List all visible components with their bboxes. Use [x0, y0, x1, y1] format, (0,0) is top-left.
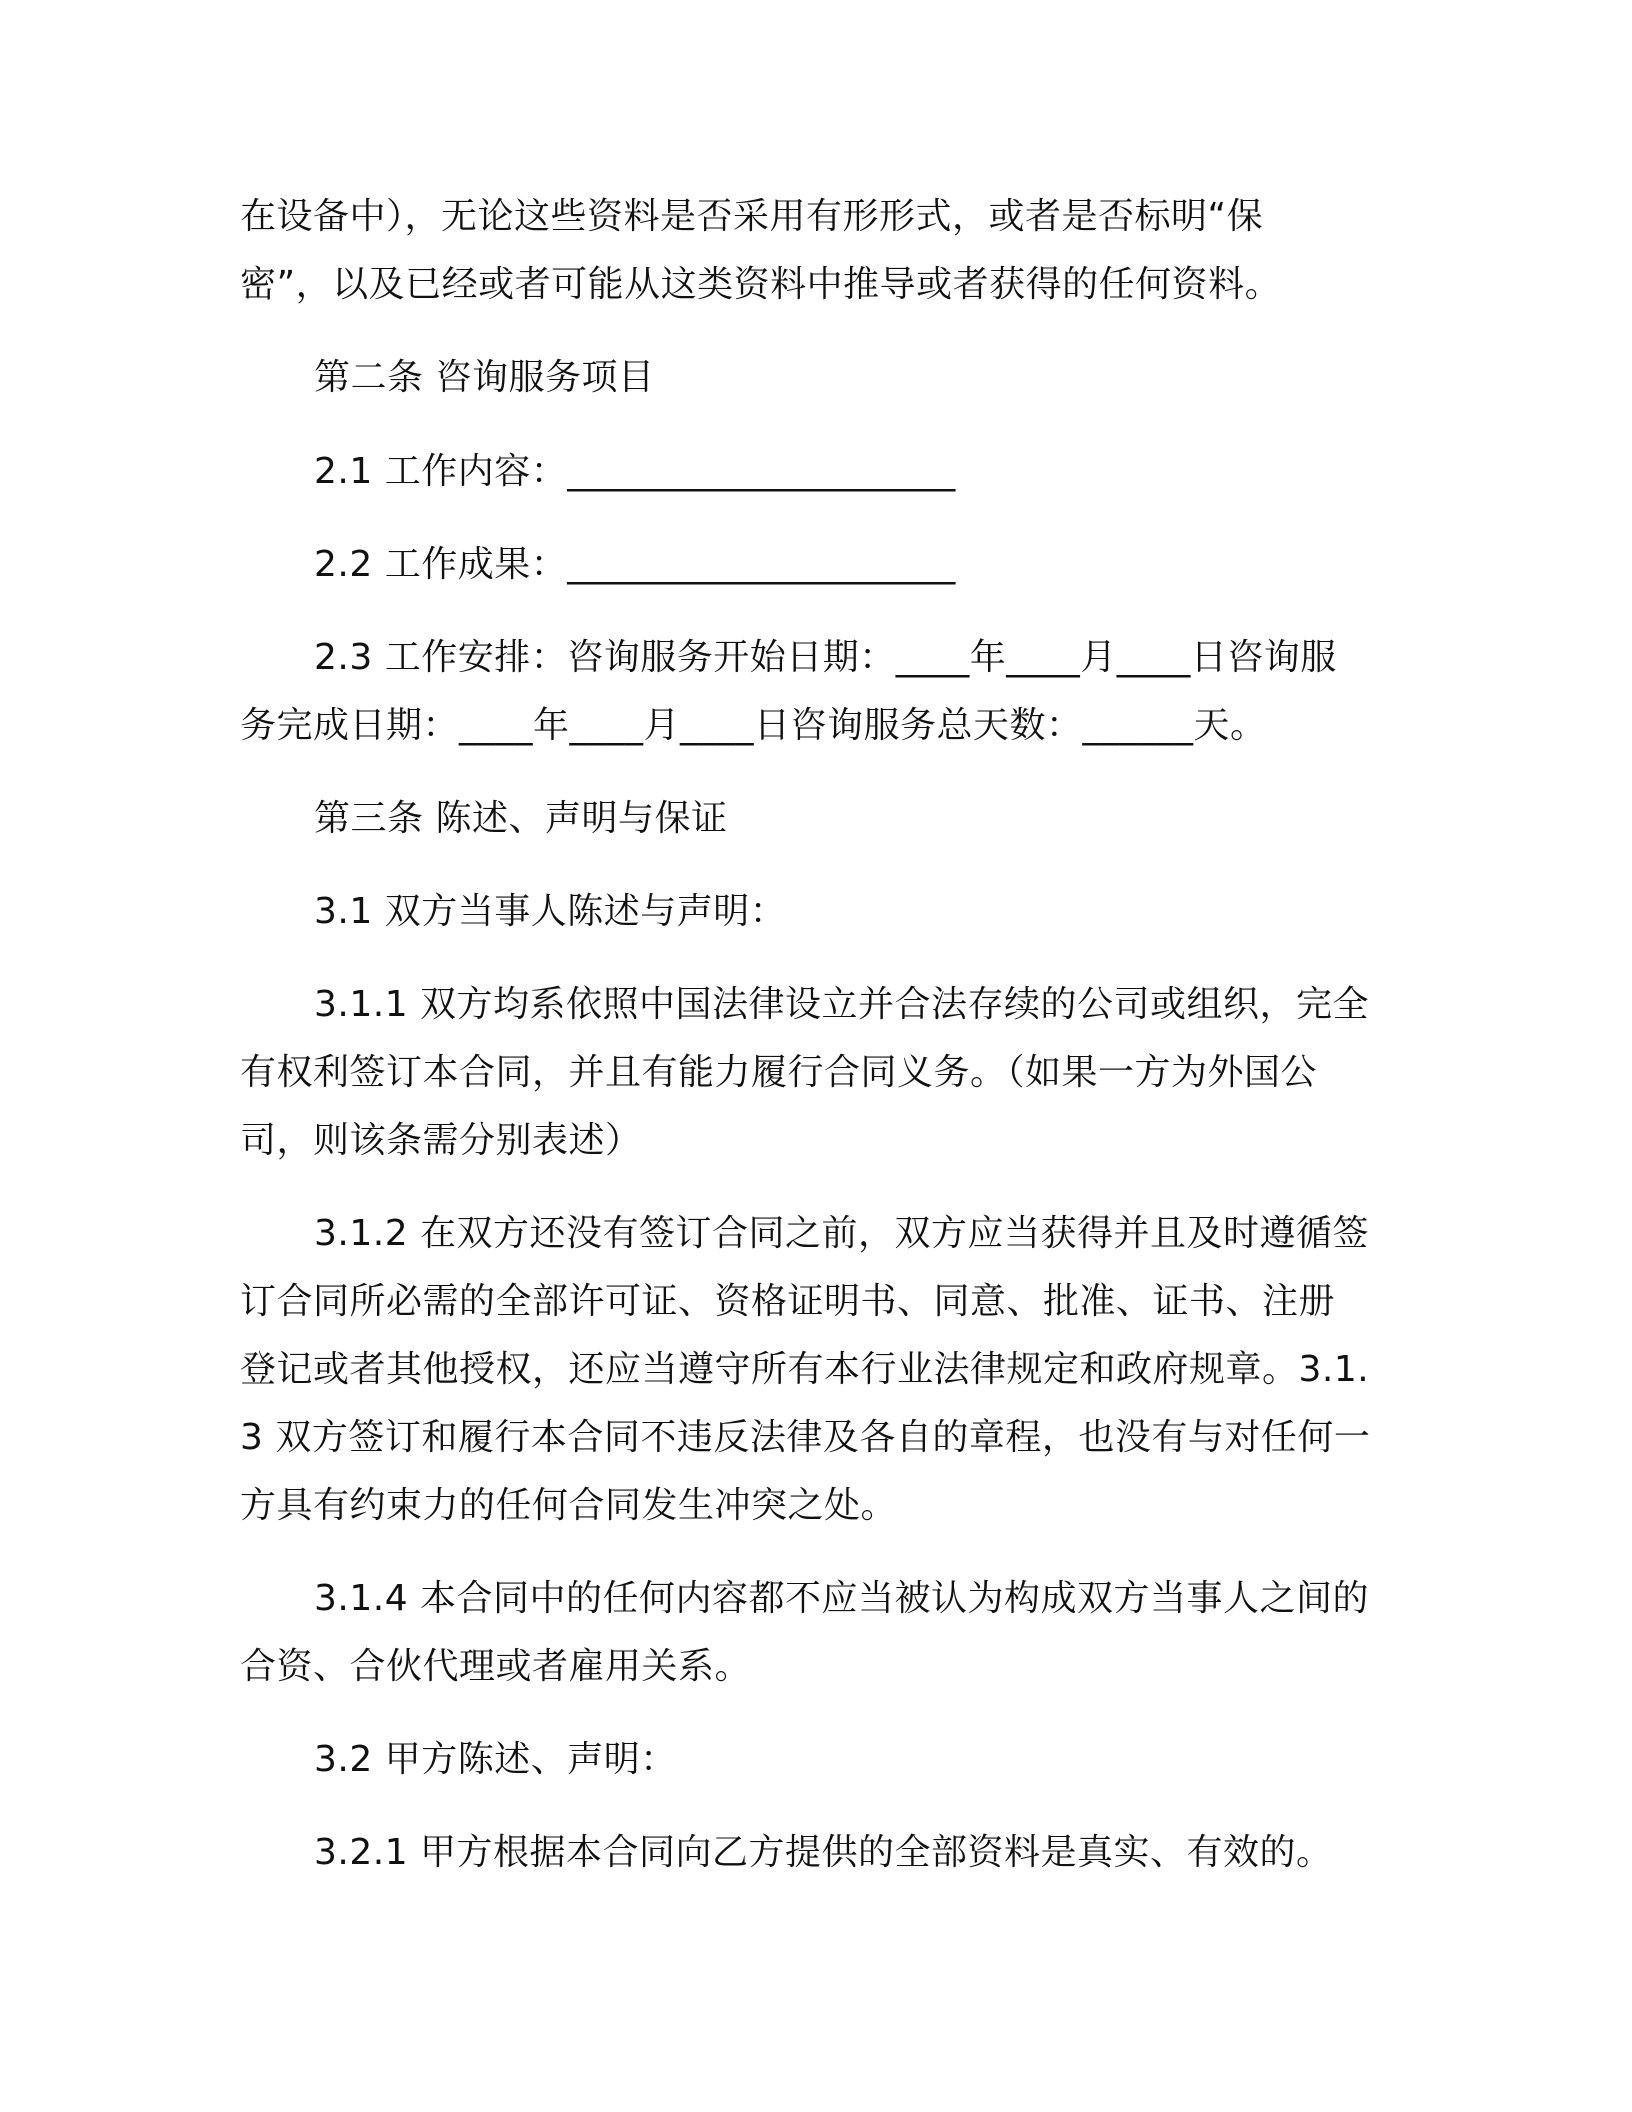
paragraph-line: 3.1.1 双方均系依照中国法律设立并合法存续的公司或组织，完全: [314, 984, 1370, 1025]
paragraph-line: 登记或者其他授权，还应当遵守所有本行业法律规定和政府规章。3.1.: [240, 1349, 1370, 1390]
paragraph-line: 在设备中），无论这些资料是否采用有形形式，或者是否标明“保: [240, 196, 1264, 237]
paragraph-line: 方具有约束力的任何合同发生冲突之处。: [240, 1485, 898, 1526]
paragraph-line: 3.1 双方当事人陈述与声明：: [314, 891, 787, 932]
paragraph-line: 2.1 工作内容：_____________________: [314, 451, 956, 492]
paragraph-line: 3 双方签订和履行本合同不违反法律及各自的章程，也没有与对任何一: [240, 1417, 1371, 1458]
section-heading: 第三条 陈述、声明与保证: [314, 798, 728, 839]
section-heading: 第二条 咨询服务项目: [314, 357, 655, 398]
paragraph-line: 2.2 工作成果：_____________________: [314, 544, 956, 585]
paragraph-line: 3.1.4 本合同中的任何内容都不应当被认为构成双方当事人之间的: [314, 1578, 1370, 1619]
paragraph-line: 合资、合伙代理或者雇用关系。: [240, 1646, 752, 1687]
paragraph-line: 3.2 甲方陈述、声明：: [314, 1739, 677, 1780]
paragraph-line: 2.3 工作安排：咨询服务开始日期：____年____月____日咨询服: [314, 637, 1337, 678]
paragraph-line: 3.1.2 在双方还没有签订合同之前，双方应当获得并且及时遵循签: [314, 1213, 1370, 1254]
paragraph-line: 3.2.1 甲方根据本合同向乙方提供的全部资料是真实、有效的。: [314, 1832, 1333, 1873]
paragraph-line: 密”，以及已经或者可能从这类资料中推导或者获得的任何资料。: [240, 264, 1282, 305]
paragraph-line: 务完成日期：____年____月____日咨询服务总天数：______天。: [240, 705, 1267, 746]
paragraph-line: 司，则该条需分别表述）: [240, 1120, 642, 1161]
paragraph-line: 订合同所必需的全部许可证、资格证明书、同意、批准、证书、注册: [240, 1281, 1336, 1322]
paragraph-line: 有权利签订本合同，并且有能力履行合同义务。（如果一方为外国公: [240, 1052, 1318, 1093]
